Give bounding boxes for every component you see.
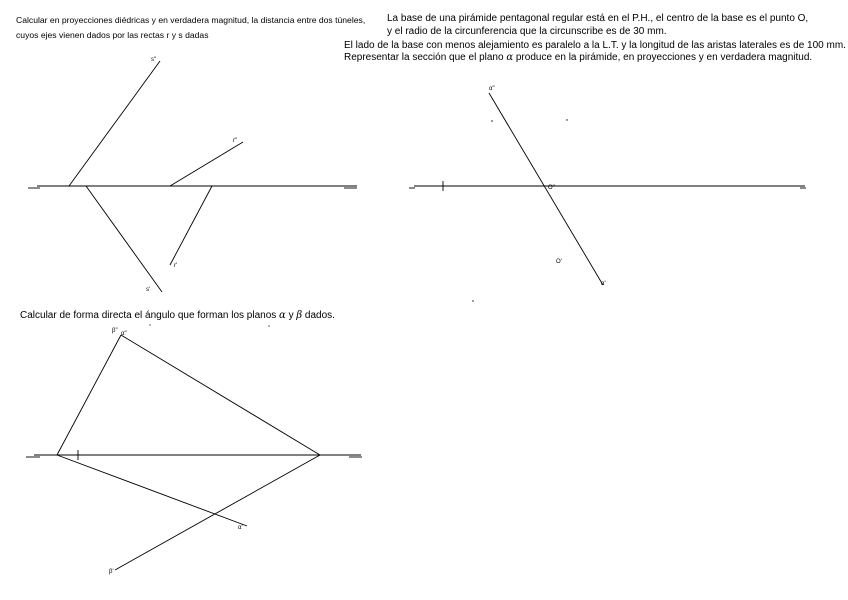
problem3-drawing [26,324,362,570]
label-alpha-prime: α' [601,281,606,287]
label-alpha-prime-3: α' [238,525,243,531]
plane-alpha-traces [489,93,603,285]
line-r-horizontal-projection [170,186,212,265]
alpha-symbol: α [506,52,514,63]
problem2-drawing [409,93,806,302]
line-s-vertical-projection [69,61,160,186]
problem2-statement-line2: y el radio de la circunferencia que la circunscribe es de 30 mm. [387,26,667,37]
label-s-prime: s' [146,287,151,293]
problem3-line1-start: Calcular de forma directa el ángulo que forman los planos [20,310,280,321]
label-r-prime: r' [174,263,178,269]
problem1-statement-line1: Calcular en proyecciones diédricas y en verdadera magnitud, la distancia entre dos túneles, [16,15,366,25]
line-r-vertical-projection [170,142,243,186]
point-mark [268,325,269,326]
label-alpha-double-prime-3: α" [121,331,127,337]
problem2-line4-end: produce en la pirámide, en proyecciones y en verdadera magnitud. [513,52,813,63]
line-s-horizontal-projection [86,186,162,292]
plane-beta-vertical-trace [57,335,121,455]
problem3-line1-y: y [285,310,297,321]
point-mark [566,119,567,120]
point-mark [149,324,150,325]
point-mark [472,300,473,301]
label-alpha-double-prime: α" [489,86,495,92]
label-o-prime: O' [556,259,562,265]
label-o-double-prime: O" [548,185,555,191]
label-s-double-prime: s" [151,57,157,63]
label-r-double-prime: r" [233,138,238,144]
problem2-line4-start: Representar la sección que el plano [344,52,507,63]
label-beta-double-prime: β" [112,328,118,334]
problem2-statement-line1: La base de una pirámide pentagonal regular está en el P.H., el centro de la base es el punto O, [387,13,809,24]
alpha-symbol: α [279,310,286,321]
problem3-line1-end: dados. [302,310,335,321]
plane-alpha-vertical-trace [121,335,320,455]
beta-symbol: β [296,310,303,321]
label-beta-prime: β' [109,569,114,575]
plane-beta-horizontal-trace [115,455,320,570]
problem2-statement-line3: El lado de la base con menos alejamiento es paralelo a la L.T. y la longitud de las aristas laterales es de 100 mm. [344,40,846,51]
problem1-statement-line2: cuyos ejes vienen dados por las rectas r y s dadas [16,30,209,40]
plane-alpha-horizontal-trace [57,455,247,526]
problem1-drawing [28,61,357,292]
point-mark [491,120,492,121]
